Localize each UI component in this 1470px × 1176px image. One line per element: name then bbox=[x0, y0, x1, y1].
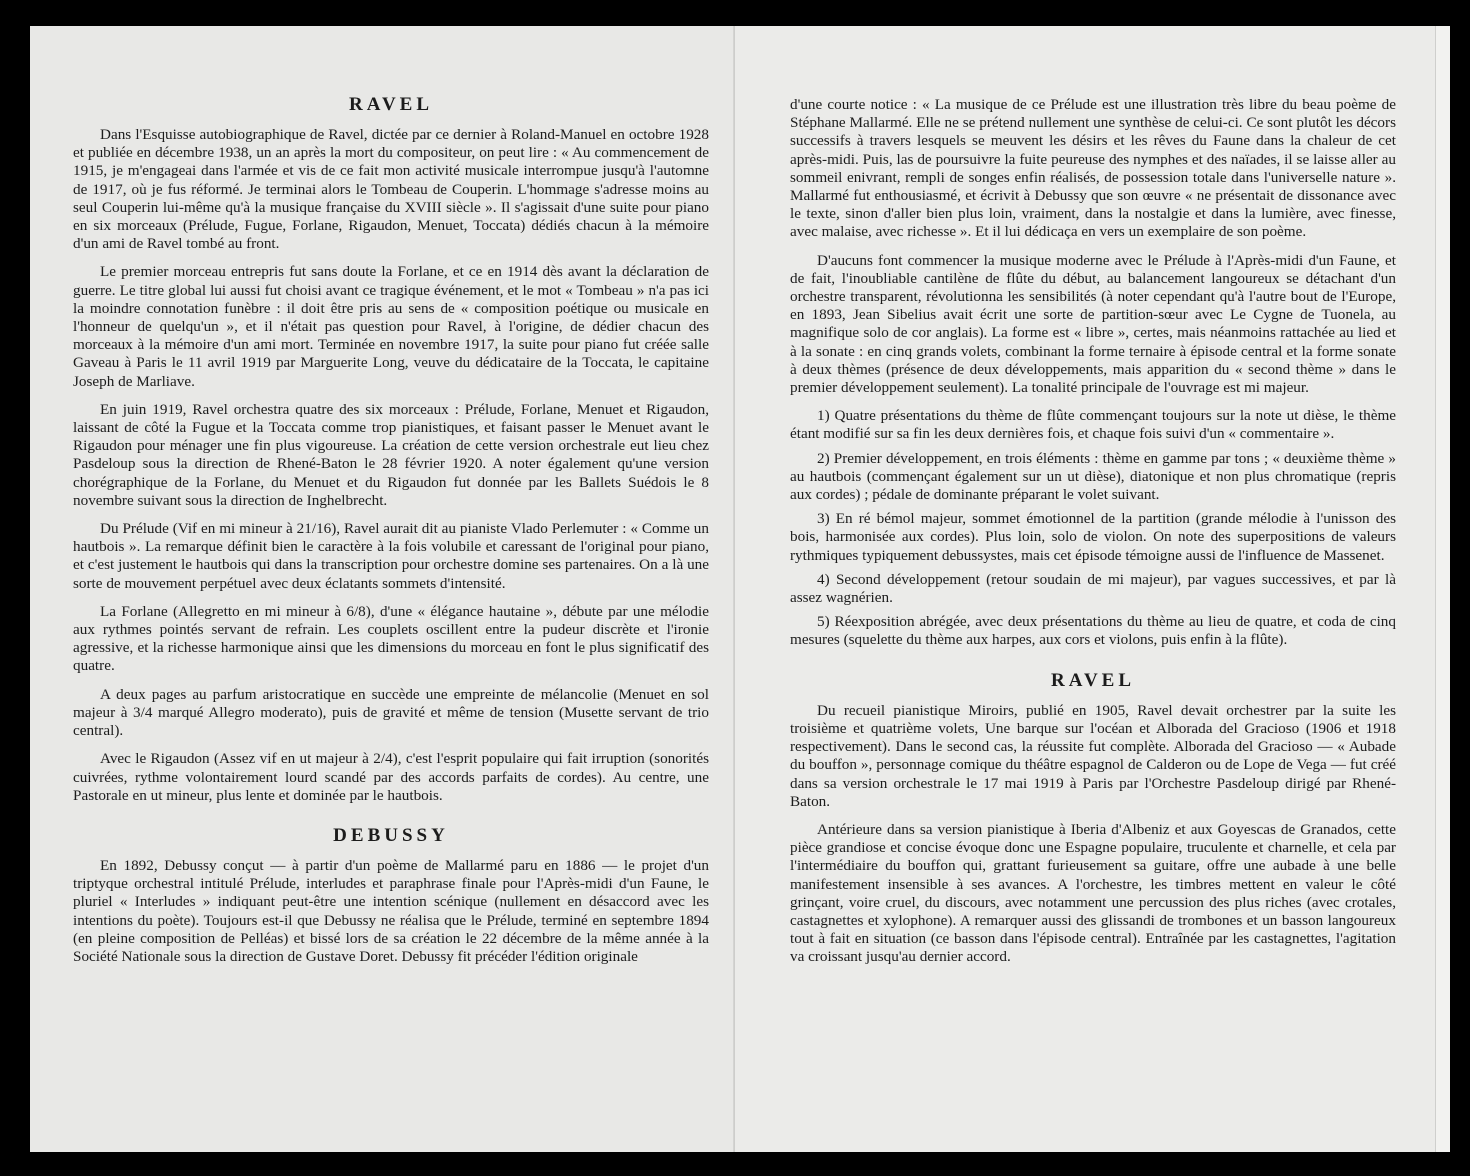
numbered-item-3: 3) En ré bémol majeur, sommet émotionnel de la partition (grande mélodie à l'unisson des bois, harmonisée aux cordes). Plus loin, solo de violon. On note des superpositions de valeurs rythmiques typiquement debussystes, mais cet épisode témoigne aussi de l'influence de Massenet. bbox=[790, 510, 1396, 564]
debussy-paragraph-3: D'aucuns font commencer la musique moderne avec le Prélude à l'Après-midi d'un Faune, et de fait, l'inoubliable cantilène de flûte du début, au balancement langoureux se détachant d'un orchestre transparent, révolutionna les sensibilités (à noter cependant qu'à l'autre bout de l'Europe, en 1893, Jean Sibelius avait écrit une sorte de partition-sœur avec Le Cygne de Tuonela, au magnifique solo de cor anglais). La forme est « libre », certes, mais néanmoins rattachée au lied et à la sonate : en cinq grands volets, combinant la forme ternaire à épisode central et la forme sonate à deux thèmes (présence de deux développements, mais apparition du « second thème » dans le premier développement seulement). La tonalité principale de l'ouvrage est mi majeur. bbox=[790, 251, 1396, 397]
page-edge bbox=[1435, 26, 1450, 1152]
debussy-paragraph-2: d'une courte notice : « La musique de ce Prélude est une illustration très libre du beau poème de Stéphane Mallarmé. Elle ne se prétend nullement une synthèse de celui-ci. Ce sont plutôt les décors successifs à travers lesquels se meuvent les désirs et les rêves du Faune dans la chaleur de cet après-midi. Puis, las de poursuivre la fuite peureuse des nymphes et des naïades, il se laisse aller au sommeil enivrant, rempli de songes enfin réalisés, de possession totale dans l'universelle nature ». Mallarmé fut enthousiasmé, et écrivit à Debussy que son œuvre « ne présentait de dissonance avec le texte, sinon d'aller bien plus loin, vraiment, dans la nostalgie et dans la lumière, avec finesse, avec malaise, avec richesse ». Et il lui dédicaça en vers un exemplaire de son poème. bbox=[790, 96, 1396, 241]
booklet-spread bbox=[30, 26, 1450, 1152]
right-page bbox=[735, 26, 1450, 1152]
numbered-item-5: 5) Réexposition abrégée, avec deux présentations du thème au lieu de quatre, et coda de cinq mesures (squelette du thème aux harpes, aux cors et violons, puis enfin à la flûte). bbox=[790, 613, 1396, 649]
ravel-paragraph-6: A deux pages au parfum aristocratique en succède une empreinte de mélancolie (Menuet en sol majeur à 3/4 marqué Allegro moderato), puis de gravité et même de tension (Musette servant de trio central). bbox=[73, 685, 709, 740]
heading-ravel-left: RAVEL bbox=[348, 94, 434, 115]
debussy-paragraph-1: En 1892, Debussy conçut — à partir d'un poème de Mallarmé paru en 1886 — le projet d'un triptyque orchestral intitulé Prélude, interludes et paraphrase finale pour l'Après-midi d'un Faune, le pluriel « Interludes » indiquant peut-être une intention scénique (nullement en désaccord avec les intentions du poète). Toujours est-il que Debussy ne réalisa que le Prélude, terminé en septembre 1894 (en pleine composition de Pelléas) et bissé lors de sa création le 22 décembre de la même année à la Société Nationale sous la direction de Gustave Doret. Debussy fit précéder l'édition originale bbox=[73, 856, 709, 965]
ravel-right-paragraph-1: Du recueil pianistique Miroirs, publié en 1905, Ravel devait orchestrer par la suite les troisième et quatrième volets, Une barque sur l'océan et Alborada del Gracioso (1906 et 1918 respectivement). Dans le second cas, la réussite fut complète. Alborada del Gracioso — « Aubade du bouffon », personnage comique du théâtre espagnol de Calderon ou de Lope de Vega — fut créé dans sa version orchestrale le 17 mai 1919 à Paris par l'Orchestre Pasdeloup dirigé par Rhené-Baton. bbox=[790, 701, 1396, 810]
heading-ravel-right: RAVEL bbox=[1050, 669, 1136, 691]
ravel-paragraph-4: Du Prélude (Vif en mi mineur à 21/16), Ravel aurait dit au pianiste Vlado Perlemuter : « Comme un hautbois ». La remarque définit bien le caractère à la fois volubile et caressant de l'original pour piano, et c'est justement le hautbois qui dans la transcription pour orchestre domine ses partenaires. On a là une sorte de mouvement perpétuel avec deux éclatants sommets d'intensité. bbox=[73, 520, 709, 592]
numbered-item-4: 4) Second développement (retour soudain de mi majeur), par vagues successives, et par là assez wagnérien. bbox=[790, 570, 1396, 607]
heading-debussy: DEBUSSY bbox=[333, 824, 449, 846]
ravel-paragraph-7: Avec le Rigaudon (Assez vif en ut majeur à 2/4), c'est l'esprit populaire qui fait irruption (sonorités cuivrées, rythme volontairement lourd scandé par des accords parfaits de cordes). Au centre, une Pastorale en ut mineur, plus lente et dominée par le hautbois. bbox=[73, 750, 709, 804]
numbered-item-2: 2) Premier développement, en trois éléments : thème en gamme par tons ; « deuxième thème » au hautbois (commençant également sur un ut dièse), diatonique et non plus chromatique (repris aux cordes) ; pédale de dominante préparant le volet suivant. bbox=[790, 449, 1396, 504]
ravel-paragraph-2: Le premier morceau entrepris fut sans doute la Forlane, et ce en 1914 dès avant la déclaration de guerre. Le titre global lui aussi fut choisi avant ce tragique événement, et le mot « Tombeau » n'a pas ici la moindre connotation funèbre : il doit être pris au sens de « composition poétique ou musicale en l'honneur de quelqu'un », et il n'était pas question pour Ravel, à l'origine, de dédier chacun des morceaux à la mémoire d'un ami mort. Terminée en novembre 1917, la suite pour piano fut créée salle Gaveau à Paris le 11 avril 1919 par Marguerite Long, veuve du dédicataire de la Toccata, le capitaine Joseph de Marliave. bbox=[73, 263, 709, 390]
ravel-paragraph-5: La Forlane (Allegretto en mi mineur à 6/8), d'une « élégance hautaine », débute par une mélodie aux rythmes pointés servant de refrain. Les couplets oscillent entre la pudeur discrète et l'ironie agressive, et la richesse harmonique ainsi que les dimensions du morceau en font le plus significatif des quatre. bbox=[73, 602, 709, 675]
ravel-paragraph-1: Dans l'Esquisse autobiographique de Ravel, dictée par ce dernier à Roland-Manuel en octobre 1928 et publiée en décembre 1938, un an après la mort du compositeur, on peut lire : « Au commencement de 1915, je m'engageai dans l'armée et vis de ce fait mon activité musicale interrompue jusqu'à l'automne de 1917, où je fus réformé. Je terminai alors le Tombeau de Couperin. L'hommage s'adresse moins au seul Couperin lui-même qu'à la musique française du XVIII siècle ». Il s'agissait d'une suite pour piano en six morceaux (Prélude, Fugue, Forlane, Rigaudon, Menuet, Toccata) dédiés chacun à la mémoire d'un ami de Ravel tombé au front. bbox=[73, 126, 709, 253]
numbered-item-1: 1) Quatre présentations du thème de flûte commençant toujours sur la note ut dièse, le thème étant modifié sur sa fin les deux dernières fois, et chaque fois suivi d'un « commentaire ». bbox=[790, 407, 1396, 443]
ravel-right-paragraph-2: Antérieure dans sa version pianistique à Iberia d'Albeniz et aux Goyescas de Granados, cette pièce grandiose et concise évoque donc une Espagne populaire, truculente et charnelle, et cela par l'intermédiaire du bouffon qui, grattant furieusement sa guitare, offre une aubade à une belle manifestement insensible à ses avances. A l'orchestre, les timbres mettent en valeur le côté grinçant, voire cruel, du discours, avec notamment une percussion des plus riches (avec crotales, castagnettes et xylophone). A remarquer aussi des glissandi de trombones et un basson langoureux tout à fait en situation (ce basson dans l'épisode central). Entraînée par les castagnettes, l'agitation va croissant jusqu'au dernier accord. bbox=[790, 820, 1396, 966]
ravel-paragraph-3: En juin 1919, Ravel orchestra quatre des six morceaux : Prélude, Forlane, Menuet et Rigaudon, laissant de côté la Fugue et la Toccata comme trop pianistiques, et faisant passer le Menuet avant le Rigaudon pour ménager une fin plus vigoureuse. La création de cette version orchestrale eut lieu chez Pasdeloup sous la direction de Rhené-Baton le 28 février 1920. A noter également qu'une version chorégraphique de la Forlane, du Menuet et du Rigaudon fut donnée par les Ballets Suédois le 8 novembre suivant sous la direction de Inghelbrecht. bbox=[73, 400, 709, 509]
left-page bbox=[30, 26, 735, 1152]
